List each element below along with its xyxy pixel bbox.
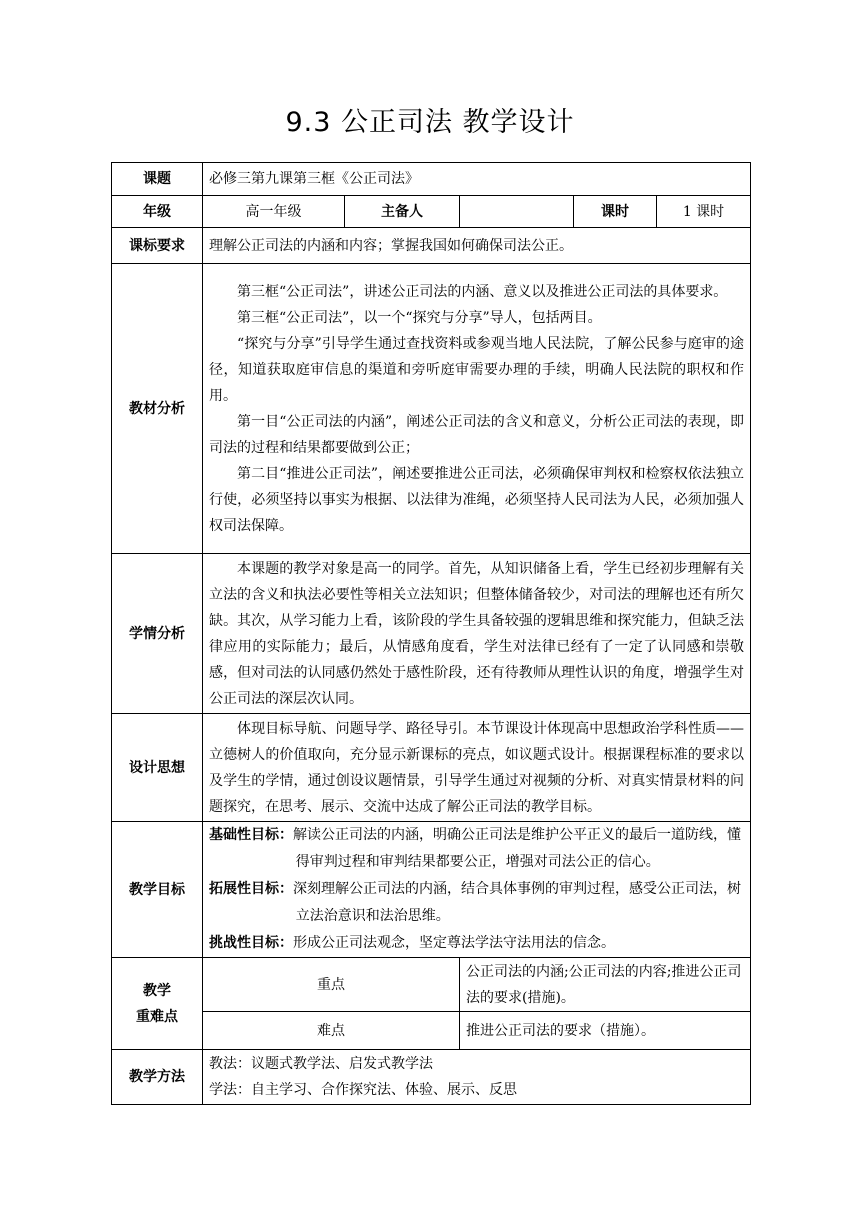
class-hours-value: 1 课时 xyxy=(657,196,751,228)
goal-item xyxy=(209,822,744,876)
design-label: 设计思想 xyxy=(112,714,203,822)
class-hours-label: 课时 xyxy=(574,196,657,228)
goals-label: 教学目标 xyxy=(112,822,203,958)
textbook-paragraph: 第三框“公正司法”，以一个“探究与分享”导人，包括两目。 xyxy=(237,309,602,326)
row-design xyxy=(112,714,751,822)
goal-item-text: 深刻理解公正司法的内涵，结合具体事例的审判过程，感受公正司法，树立法治意识和法治思维。 xyxy=(293,881,741,924)
keypoints-label xyxy=(112,958,203,1050)
goal-item-label: 拓展性目标： xyxy=(209,881,293,897)
learner-paragraph: 本课题的教学对象是高一的同学。首先，从知识储备上看，学生已经初步理解有关立法的含义和执法必要性等相关立法知识；但整体储备较少，对司法的理解也还有所欠缺。其次，从学习能力上看，该阶段的学生具备较强的逻辑思维和探究能力，但缺乏法律应用的实际能力；最后，从情感角度看，学生对法律已经有了一定了认同感和崇敬感，但对司法的认同感仍然处于感性阶段，还有待教师从理性认识的角度，增强学生对公正司法的深层次认同。 xyxy=(209,560,745,707)
textbook-label: 教材分析 xyxy=(112,264,203,554)
row-keypoints-key xyxy=(112,958,751,1012)
goal-item-text: 形成公正司法观念，坚定尊法学法守法用法的信念。 xyxy=(293,935,615,951)
standard-value: 理解公正司法的内涵和内容；掌握我国如何确保司法公正。 xyxy=(203,228,751,264)
keypoints-label-line: 重难点 xyxy=(136,1008,178,1025)
row-grade xyxy=(112,196,751,228)
keypoints-label-line: 教学 xyxy=(143,982,171,999)
grade-label: 年级 xyxy=(112,196,203,228)
key-point-value: 公正司法的内涵;公正司法的内容;推进公正司法的要求(措施)。 xyxy=(460,958,751,1012)
learner-content xyxy=(203,554,751,714)
textbook-paragraph: 第二目“推进公正司法”，阐述要推进公正司法，必须确保审判权和检察权依法独立行使，必须坚持以事实为根据、以法律为准绳，必须坚持人民司法为人民，必须加强人权司法保障。 xyxy=(209,465,745,534)
textbook-content xyxy=(203,264,751,554)
goal-item-label: 挑战性目标： xyxy=(209,935,293,951)
methods-content xyxy=(203,1050,751,1105)
row-standard xyxy=(112,228,751,264)
row-keypoints-hard xyxy=(112,1012,751,1050)
lesson-plan-table xyxy=(111,162,751,1105)
grade-value: 高一年级 xyxy=(203,196,345,228)
topic-value: 必修三第九课第三框《公正司法》 xyxy=(203,163,751,196)
row-goals xyxy=(112,822,751,958)
methods-label: 教学方法 xyxy=(112,1050,203,1105)
row-topic xyxy=(112,163,751,196)
lead-teacher-value xyxy=(460,196,574,228)
goal-item xyxy=(209,930,744,957)
goal-item-text: 解读公正司法的内涵，明确公正司法是维护公平正义的最后一道防线，懂得审判过程和审判结果都要公正，增强对司法公正的信心。 xyxy=(293,827,741,870)
goals-content xyxy=(203,822,751,958)
hard-point-label: 难点 xyxy=(203,1012,460,1050)
row-methods xyxy=(112,1050,751,1105)
learner-label: 学情分析 xyxy=(112,554,203,714)
design-content xyxy=(203,714,751,822)
row-textbook xyxy=(112,264,751,554)
page-title: 9.3 公正司法 教学设计 xyxy=(285,107,575,138)
teaching-method: 教法：议题式教学法、启发式教学法 xyxy=(209,1056,433,1072)
hard-point-value: 推进公正司法的要求（措施）。 xyxy=(460,1012,751,1050)
row-learner xyxy=(112,554,751,714)
textbook-paragraph: 第一目“公正司法的内涵”，阐述公正司法的含义和意义，分析公正司法的表现，即司法的过程和结果都要做到公正； xyxy=(209,413,745,456)
textbook-paragraph: “探究与分享”引导学生通过查找资料或参观当地人民法院，了解公民参与庭审的途径，知道获取庭审信息的渠道和旁听庭审需要办理的手续，明确人民法院的职权和作用。 xyxy=(209,335,745,404)
textbook-paragraph: 第三框“公正司法”，讲述公正司法的内涵、意义以及推进公正司法的具体要求。 xyxy=(237,283,728,300)
design-paragraph: 体现目标导航、问题导学、路径导引。本节课设计体现高中思想政治学科性质——立德树人的价值取向，充分显示新课标的亮点，如议题式设计。根据课程标准的要求以及学生的学情，通过创设议题情景，引导学生通过对视频的分析、对真实情景材料的问题探究，在思考、展示、交流中达成了解公正司法的教学目标。 xyxy=(209,720,745,815)
goal-item-label: 基础性目标： xyxy=(209,827,293,843)
lead-teacher-label: 主备人 xyxy=(345,196,460,228)
topic-label: 课题 xyxy=(112,163,203,196)
key-point-label: 重点 xyxy=(203,958,460,1012)
goal-item xyxy=(209,876,744,930)
standard-label: 课标要求 xyxy=(112,228,203,264)
learning-method: 学法：自主学习、合作探究法、体验、展示、反思 xyxy=(209,1082,517,1098)
